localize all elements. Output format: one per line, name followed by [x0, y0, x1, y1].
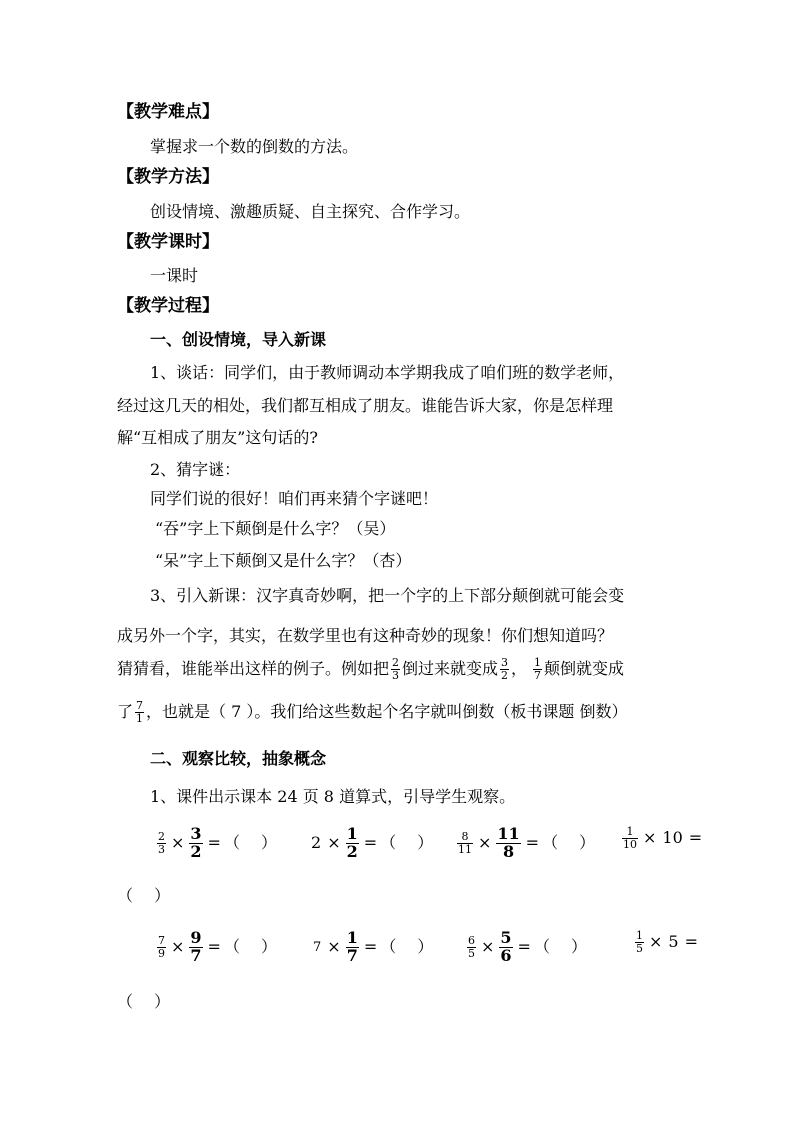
- equation-2: [308, 826, 433, 861]
- riddle-question-2: “呆”字上下颠倒又是什么字？（杏）: [155, 551, 412, 570]
- fraction-denominator: 2: [190, 841, 202, 861]
- fraction-numerator: 6: [468, 934, 475, 948]
- fraction: [189, 826, 202, 861]
- fraction-numerator: 9: [190, 928, 202, 947]
- intro-line-4-text-b: ，也就是（ 7 ）。我们给这些数起个名字就叫倒数（板书课题 倒数）: [146, 702, 628, 722]
- fraction-1-7: [533, 657, 542, 681]
- equals-sign: =: [363, 937, 378, 957]
- whole-number: 10: [662, 828, 683, 848]
- part2-title: 二、观察比较，抽象概念: [150, 749, 327, 768]
- fraction-denominator: 7: [346, 945, 358, 965]
- fraction-denominator: 1: [136, 711, 144, 725]
- fraction-numerator: 3: [190, 824, 202, 843]
- fraction: [496, 826, 520, 861]
- riddle-title: 2、猜字谜：: [150, 460, 241, 479]
- answer-blank-wrapped: （ ）: [117, 992, 171, 1011]
- equals-sign: =: [525, 833, 540, 853]
- heading-teaching-hours: 【教学课时】: [117, 232, 219, 252]
- fraction: [622, 826, 638, 850]
- difficulty-text: 掌握求一个数的倒数的方法。: [150, 137, 359, 156]
- fraction-denominator: 3: [392, 668, 400, 682]
- fraction-numerator: 1: [346, 928, 358, 947]
- fraction: [346, 930, 359, 965]
- answer-blank: （ ）: [542, 833, 596, 853]
- fraction-denominator: 11: [458, 842, 472, 856]
- intro-line-1: 3、引入新课：汉字真奇妙啊，把一个字的上下部分颠倒就可能会变: [150, 586, 625, 605]
- equation-6: [310, 930, 433, 965]
- equation-1: [155, 826, 277, 861]
- times-sign: ×: [649, 932, 663, 952]
- intro-line-2: 成另外一个字，其实，在数学里也有这种奇妙的现象！你们想知道吗？: [117, 626, 614, 645]
- fraction-denominator: 5: [468, 946, 475, 960]
- intro-line-4: [117, 700, 627, 724]
- heading-teaching-process: 【教学过程】: [117, 296, 219, 316]
- answer-blank-wrapped: （ ）: [117, 886, 171, 905]
- fraction-numerator: 1: [346, 824, 358, 843]
- equals-sign: =: [363, 833, 378, 853]
- fraction-denominator: 2: [501, 668, 509, 682]
- hours-text: 一课时: [150, 266, 199, 285]
- answer-blank: （ ）: [380, 937, 434, 957]
- equals-sign: =: [207, 833, 221, 853]
- equation-8: [633, 930, 701, 954]
- intro-line-3-text-a: 猜猜看，谁能举出这样的例子。例如把: [117, 659, 390, 679]
- equation-4: [620, 826, 705, 850]
- fraction-denominator: 10: [623, 837, 637, 851]
- fraction-numerator: 2: [158, 830, 165, 844]
- fraction: [467, 935, 476, 959]
- fraction-denominator: 3: [158, 842, 165, 856]
- times-sign: ×: [327, 833, 341, 853]
- fraction-numerator: 7: [136, 699, 144, 712]
- whole-number: 5: [668, 932, 679, 952]
- fraction-numerator: 7: [158, 934, 165, 948]
- fraction-numerator: 8: [457, 831, 473, 844]
- equation-7: [465, 930, 587, 965]
- talk-line-1: 1、谈话：同学们，由于教师调动本学期我成了咱们班的数学老师，: [150, 363, 625, 382]
- fraction-denominator: 7: [534, 668, 542, 682]
- whole-number: 7: [313, 939, 322, 955]
- times-sign: ×: [481, 937, 495, 957]
- fraction-numerator: 3: [501, 656, 509, 669]
- equation-3: [455, 826, 595, 861]
- fraction: [157, 831, 166, 855]
- fraction-denominator: 9: [158, 946, 165, 960]
- fraction-7-1: [135, 700, 144, 724]
- equation-5: [155, 930, 277, 965]
- fraction: [635, 930, 644, 954]
- times-sign: ×: [327, 937, 341, 957]
- times-sign: ×: [478, 833, 492, 853]
- talk-line-2: 经过这几天的相处，我们都互相成了朋友。谁能告诉大家，你是怎样理: [117, 396, 614, 415]
- equals-sign: =: [517, 937, 531, 957]
- equals-sign: =: [207, 937, 221, 957]
- answer-blank: （ ）: [533, 937, 588, 957]
- fraction-denominator: 7: [190, 945, 202, 965]
- fraction-denominator: 8: [502, 841, 515, 861]
- riddle-question-1: “吞”字上下颠倒是什么字？（吴）: [155, 519, 396, 538]
- part1-title: 一、创设情境，导入新课: [150, 330, 327, 349]
- intro-line-3-text-d: 颠倒就变成: [544, 659, 625, 679]
- answer-blank: （ ）: [223, 937, 278, 957]
- fraction-numerator: 11: [497, 824, 520, 843]
- fraction: [157, 935, 166, 959]
- talk-line-3: 解“互相成了朋友”这句话的?: [117, 428, 318, 447]
- equals-sign: =: [684, 932, 698, 952]
- fraction-denominator: 2: [346, 841, 358, 861]
- equals-sign: =: [688, 828, 703, 848]
- intro-line-3-text-b: 倒过来就变成: [402, 659, 499, 679]
- fraction-denominator: 6: [500, 945, 512, 965]
- heading-teaching-difficulty: 【教学难点】: [117, 102, 219, 122]
- fraction: [189, 930, 202, 965]
- whole-number: 2: [311, 833, 322, 853]
- method-text: 创设情境、激趣质疑、自主探究、合作学习。: [150, 202, 471, 221]
- part2-task: 1、课件出示课本 24 页 8 道算式，引导学生观察。: [150, 787, 516, 806]
- fraction-numerator: 1: [622, 826, 638, 839]
- answer-blank: （ ）: [380, 833, 434, 853]
- intro-line-3: [117, 657, 624, 681]
- times-sign: ×: [171, 833, 185, 853]
- fraction: [457, 831, 473, 855]
- fraction: [346, 826, 359, 861]
- intro-line-4-text-a: 了: [117, 702, 134, 722]
- fraction-denominator: 5: [636, 941, 643, 955]
- fraction-3-2: [500, 657, 509, 681]
- answer-blank: （ ）: [223, 833, 278, 853]
- heading-teaching-method: 【教学方法】: [117, 167, 219, 187]
- fraction: [499, 930, 512, 965]
- times-sign: ×: [171, 937, 185, 957]
- fraction-numerator: 1: [636, 929, 643, 942]
- intro-line-3-text-c: ，: [511, 659, 528, 679]
- times-sign: ×: [643, 828, 657, 848]
- fraction-2-3: [391, 657, 400, 681]
- fraction-numerator: 2: [392, 656, 400, 669]
- fraction-numerator: 5: [500, 928, 512, 947]
- fraction-numerator: 1: [534, 656, 542, 669]
- riddle-intro: 同学们说的很好！咱们再来猜个字谜吧！: [150, 489, 439, 508]
